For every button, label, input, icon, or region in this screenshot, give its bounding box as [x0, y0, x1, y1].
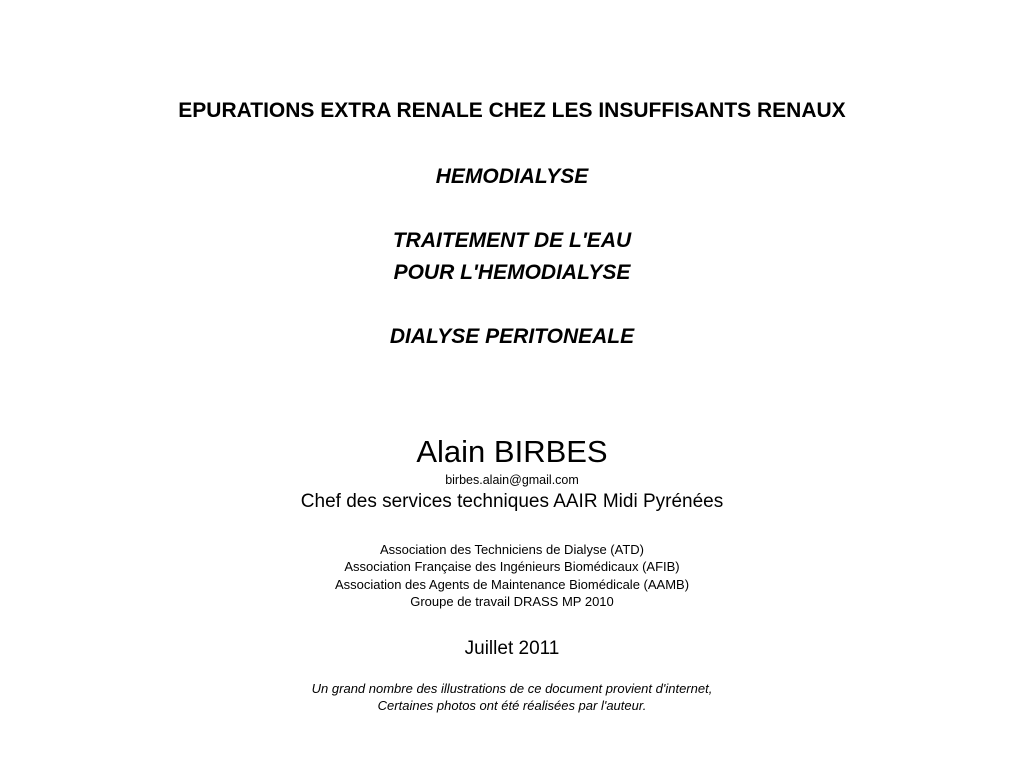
association-aamb: Association des Agents de Maintenance Biomédicale (AAMB): [334, 577, 690, 592]
author-email: birbes.alain@gmail.com: [445, 473, 579, 487]
association-drass-group: Groupe de travail DRASS MP 2010: [410, 594, 614, 609]
author-name: Alain BIRBES: [416, 434, 608, 469]
topic-traitement-line2: POUR L'HEMODIALYSE: [393, 261, 631, 284]
association-afib: Association Française des Ingénieurs Biomédicaux (AFIB): [344, 559, 680, 574]
topic-traitement-line1: TRAITEMENT DE L'EAU: [392, 229, 632, 252]
association-atd: Association des Techniciens de Dialyse (ATD): [380, 542, 644, 557]
illustrations-note: Un grand nombre des illustrations de ce document provient d'internet,: [311, 681, 713, 696]
photos-note: Certaines photos ont été réalisées par l'auteur.: [377, 698, 647, 713]
document-title: EPURATIONS EXTRA RENALE CHEZ LES INSUFFISANTS RENAUX: [178, 99, 846, 122]
author-role: Chef des services techniques AAIR Midi Pyrénées: [300, 491, 724, 512]
document-date: Juillet 2011: [464, 638, 560, 659]
topic-dialyse-peritoneale: DIALYSE PERITONEALE: [389, 325, 635, 348]
topic-hemodialyse: HEMODIALYSE: [435, 165, 589, 188]
